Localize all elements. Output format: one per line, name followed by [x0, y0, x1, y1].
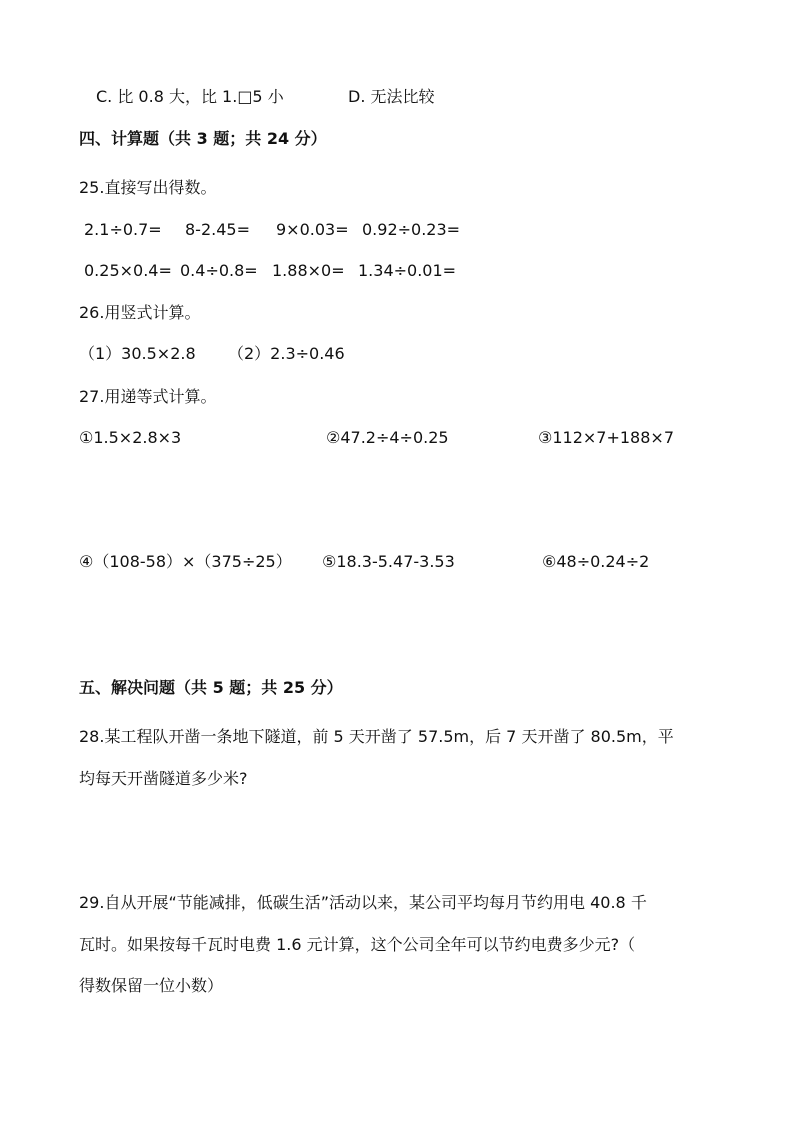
q28-text: 均每天开凿隧道多少米?: [79, 769, 248, 788]
q25-title: 25.直接写出得数。: [79, 178, 217, 197]
q27-item: ②47.2÷4÷0.25: [326, 428, 449, 447]
q27-item: ③112×7+188×7: [538, 428, 674, 447]
q29-text: 得数保留一位小数）: [79, 976, 224, 995]
q29-text: 29.自从开展“节能减排，低碳生活”活动以来，某公司平均每月节约用电 40.8 千: [79, 893, 647, 912]
option-c: C. 比 0.8 大，比 1.□5 小: [96, 87, 284, 106]
q25-item: 2.1÷0.7=: [84, 220, 162, 239]
q26-item: （1）30.5×2.8: [79, 344, 196, 363]
q25-item: 0.25×0.4=: [84, 261, 172, 280]
q27-item: ④（108-58）×（375÷25）: [79, 552, 292, 571]
q25-item: 0.4÷0.8=: [180, 261, 258, 280]
q27-item: ①1.5×2.8×3: [79, 428, 182, 447]
q27-item: ⑤18.3-5.47-3.53: [322, 552, 455, 571]
q28-text: 28.某工程队开凿一条地下隧道，前 5 天开凿了 57.5m，后 7 天开凿了 80.5m，平: [79, 727, 674, 746]
q25-item: 8-2.45=: [185, 220, 250, 239]
q25-item: 9×0.03=: [276, 220, 349, 239]
section-4-heading: 四、计算题（共 3 题；共 24 分）: [79, 129, 327, 148]
section-5-heading: 五、解决问题（共 5 题；共 25 分）: [79, 678, 343, 697]
q26-item: （2）2.3÷0.46: [228, 344, 345, 363]
option-d: D. 无法比较: [348, 87, 435, 106]
q29-text: 瓦时。如果按每千瓦时电费 1.6 元计算，这个公司全年可以节约电费多少元?（: [79, 935, 636, 954]
q25-item: 0.92÷0.23=: [362, 220, 461, 239]
q27-item: ⑥48÷0.24÷2: [542, 552, 650, 571]
q25-item: 1.88×0=: [272, 261, 345, 280]
q27-title: 27.用递等式计算。: [79, 387, 217, 406]
q26-title: 26.用竖式计算。: [79, 303, 201, 322]
q25-item: 1.34÷0.01=: [358, 261, 457, 280]
